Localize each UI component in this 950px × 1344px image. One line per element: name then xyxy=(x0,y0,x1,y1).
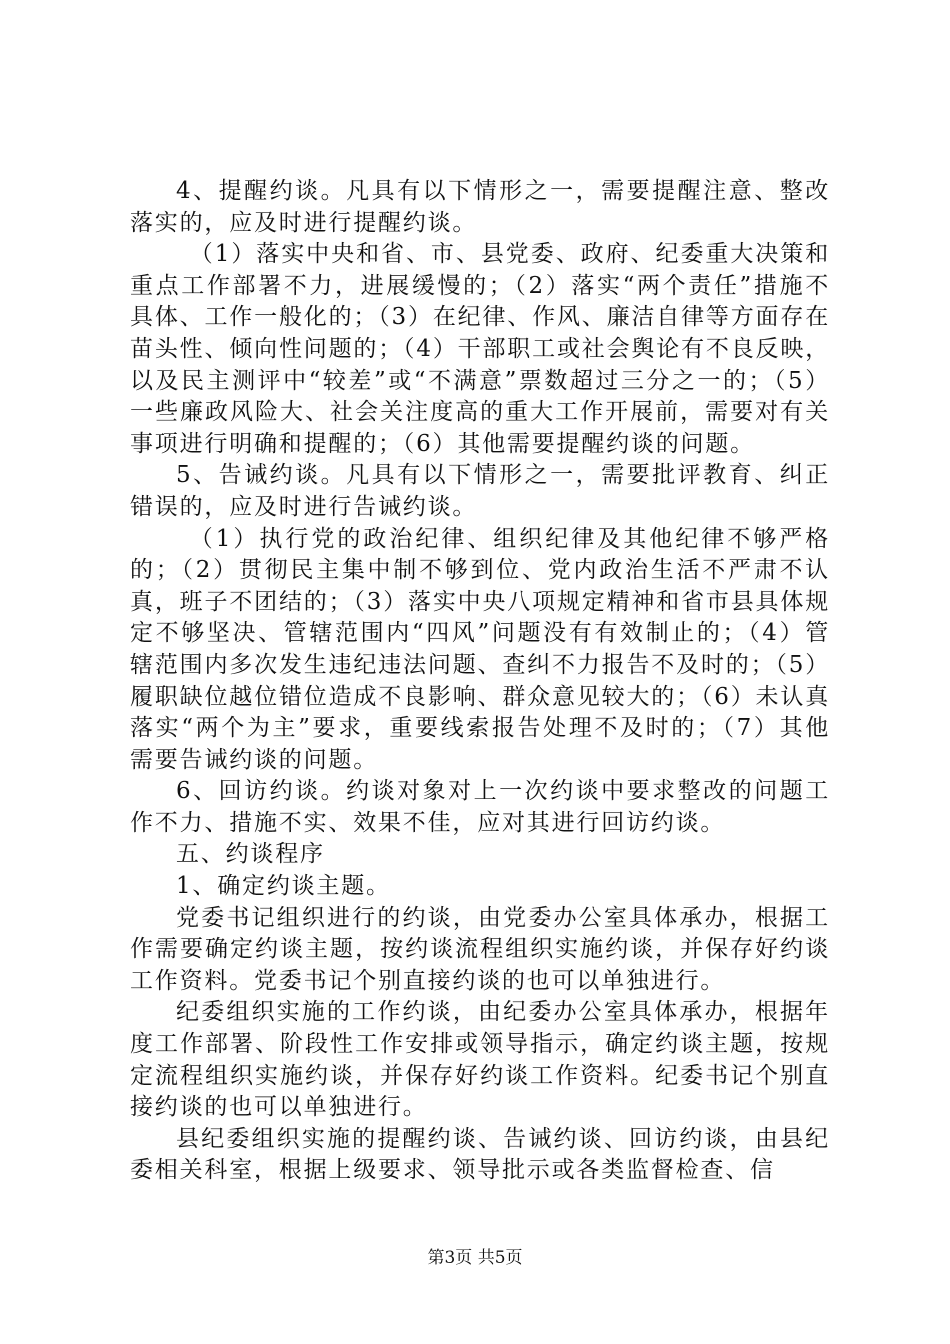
paragraph-reminder-talk: 4、提醒约谈。凡具有以下情形之一，需要提醒注意、整改落实的，应及时进行提醒约谈。 xyxy=(130,178,830,236)
paragraph-reminder-cases: （1）落实中央和省、市、县党委、政府、纪委重大决策和重点工作部署不力，进展缓慢的；（2）落实“两个责任”措施不具体、工作一般化的；（3）在纪律、作风、廉洁自律等方面存在苗头性、倾向性问题的；（4）干部职工或社会舆论有不良反映，以及民主测评中“较差”或“不满意”票数超过三分之一的；（5）一些廉政风险大、社会关注度高的重大工作开展前，需要对有关事项进行明确和提醒的；（6）其他需要提醒约谈的问题。 xyxy=(130,241,830,457)
paragraph-discipline-committee: 纪委组织实施的工作约谈，由纪委办公室具体承办，根据年度工作部署、阶段性工作安排或领导指示，确定约谈主题，按规定流程组织实施约谈，并保存好约谈工作资料。纪委书记个别直接约谈的也可以单独进行。 xyxy=(130,999,830,1121)
paragraph-revisit-talk: 6、回访约谈。约谈对象对上一次约谈中要求整改的问题工作不力、措施不实、效果不佳，应对其进行回访约谈。 xyxy=(130,778,830,836)
page-number-footer: 第3页 共5页 xyxy=(427,1248,523,1268)
subheading-topic: 1、确定约谈主题。 xyxy=(176,873,391,900)
document-body xyxy=(130,176,830,1187)
paragraph-warning-cases: （1）执行党的政治纪律、组织纪律及其他纪律不够严格的；（2）贯彻民主集中制不够到位、党内政治生活不严肃不认真，班子不团结的；（3）落实中央八项规定精神和省市县具体规定不够坚决、管辖范围内“四风”问题没有有效制止的；（4）管辖范围内多次发生违纪违法问题、查纠不力报告不及时的；（5）履职缺位越位错位造成不良影响、群众意见较大的；（6）未认真落实“两个为主”要求，重要线索报告处理不及时的；（7）其他需要告诫约谈的问题。 xyxy=(130,525,830,773)
section-heading-procedure: 五、约谈程序 xyxy=(176,841,325,868)
paragraph-county-committee: 县纪委组织实施的提醒约谈、告诫约谈、回访约谈，由县纪委相关科室，根据上级要求、领导批示或各类监督检查、信 xyxy=(130,1125,830,1184)
paragraph-party-secretary: 党委书记组织进行的约谈，由党委办公室具体承办，根据工作需要确定约谈主题，按约谈流程组织实施约谈，并保存好约谈工作资料。党委书记个别直接约谈的也可以单独进行。 xyxy=(130,904,830,994)
paragraph-warning-talk: 5、告诫约谈。凡具有以下情形之一，需要批评教育、纠正错误的，应及时进行告诫约谈。 xyxy=(130,462,830,520)
